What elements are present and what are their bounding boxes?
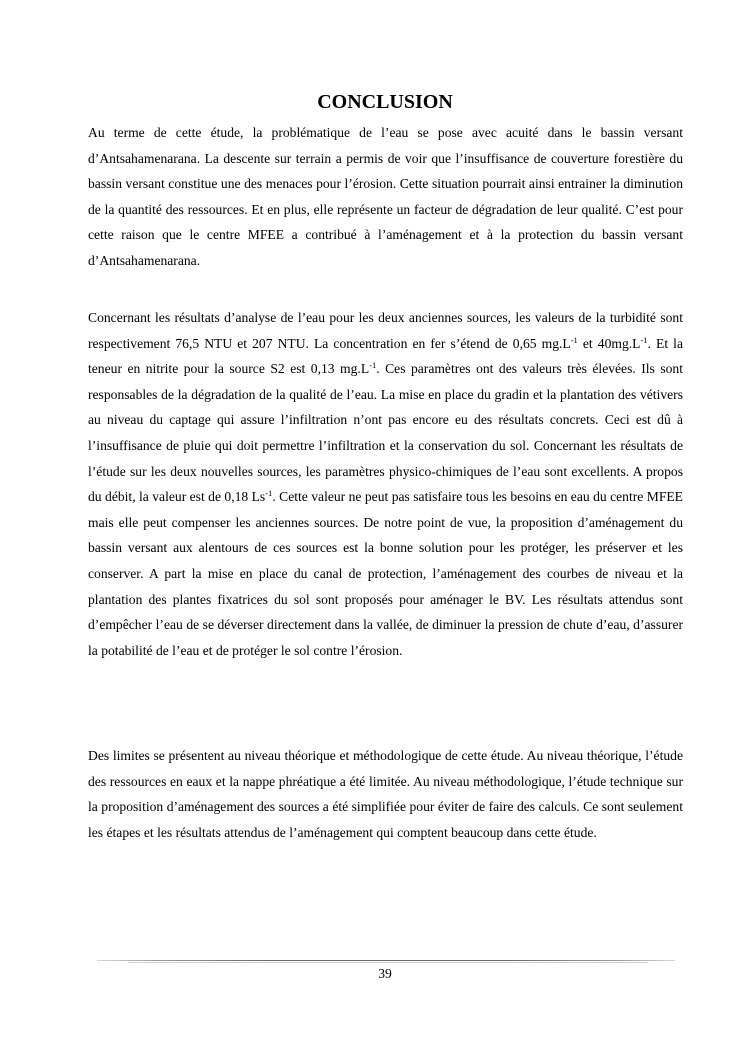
paragraph-2-segment: et 40mg.L — [577, 335, 641, 351]
paragraph-3-text: Des limites se présentent au niveau théorique et méthodologique de cette étude. Au niveau théorique, l’étude des ressources en eaux et la nappe phréatique a été limitée. Au niveau méthodologique, l’étude technique sur la proposition d’aménagement des sources a été simplifiée pour éviter de faire des calculs. Ce sont seulement les étapes et les résultats attendus de l’aménagement qui comptent beaucoup dans cette étude. — [88, 748, 683, 840]
paragraph-2 — [88, 305, 683, 663]
page-number: 39 — [378, 966, 392, 981]
superscript: -1 — [369, 360, 377, 371]
paragraph-1 — [88, 120, 683, 274]
paragraph-2-segment: Concernant les résultats d’analyse de l’eau pour les deux anciennes sources, les valeurs de la turbidité sont respectivement 76,5 NTU et 207 NTU. La concentration en fer s’étend de 0,65 mg.L — [88, 310, 683, 351]
paragraph-2-segment: . Cette valeur ne peut pas satisfaire tous les besoins en eau du centre MFEE mais elle peut compenser les anciennes sources. De notre point de vue, la proposition d’aménagement du bassin versant aux alentours de ces sources est la bonne solution pour les protéger, les préserver et les conserver. A part la mise en place du canal de protection, l’aménagement des courbes de niveau et la plantation des plantes fixatrices du sol sont proposés pour aménager le BV. Les résultats attendus sont d’empêcher l’eau de se déverser directement dans la vallée, de diminuer la pression de chute d’eau, d’assurer la potabilité de l’eau et de protéger le sol contre l’érosion. — [88, 489, 683, 658]
paragraph-1-text: Au terme de cette étude, la problématique de l’eau se pose avec acuité dans le bassin versant d’Antsahamenarana. La descente sur terrain a permis de voir que l’insuffisance de couverture forestière du bassin versant constitue une des menaces pour l’érosion. Cette situation pourrait ainsi entrainer la diminution de la quantité des ressources. Et en plus, elle représente un facteur de dégradation de leur qualité. C’est pour cette raison que le centre MFEE a contribué à l’aménagement et à la protection du bassin versant d’Antsahamenarana. — [88, 125, 683, 268]
paragraph-3 — [88, 743, 683, 845]
superscript: -1 — [265, 488, 273, 499]
footer-divider — [97, 960, 675, 961]
page-title: CONCLUSION — [317, 91, 453, 113]
superscript: -1 — [570, 334, 578, 345]
paragraph-2-segment: . Et la teneur en nitrite pour la source S2 est 0,13 mg.L — [88, 335, 683, 377]
superscript: -1 — [640, 334, 648, 345]
paragraph-2-segment: . Ces paramètres ont des valeurs très élevées. Ils sont responsables de la dégradation de la qualité de l’eau. La mise en place du gradin et la plantation des vétivers au niveau du captage qui assure l’infiltration n’ont pas encore eu des résultats concrets. Ceci est dû à l’insuffisance de pluie qui doit permettre l’infiltration et la conservation du sol. Concernant les résultats de l’étude sur les deux nouvelles sources, les paramètres physico-chimiques de l’eau sont excellents. A propos du débit, la valeur est de 0,18 Ls — [88, 361, 683, 505]
footer-divider-shadow — [128, 962, 648, 963]
